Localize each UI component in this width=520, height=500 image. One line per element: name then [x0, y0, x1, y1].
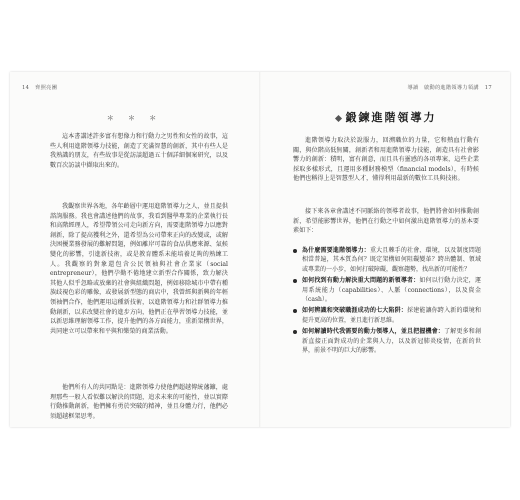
right-running-title: 導讀 啟動的進階領導力領講: [407, 85, 479, 91]
left-page: [10, 72, 259, 427]
book-spread: [10, 72, 510, 427]
left-running-title: 齊照亮團: [35, 85, 58, 91]
bullet-dot-icon: [293, 330, 297, 334]
left-page-number: 14: [22, 85, 30, 91]
left-paragraph-1: 這本書講述許多富有想像力和行動力之男性和女性的故事，這些人利用進階領導力技能，創造了充滿智慧的創新，其中有些人是我熟識的朋友，有些故事是從訪談超過五十個詳細個案研究，以及數百次訪談中擷取出來的。: [50, 133, 228, 169]
bullet-item: 為什麼需要進階領導力：重大且棘手的社會、環境，以及制度問題相當普遍，其本質為何？既定架構如何阻礙變革？跨出體制、領域或專業的一小步，如何打破障礙，觀察趨勢，找出新的可能性？: [293, 246, 481, 274]
right-running-head: [408, 84, 497, 91]
right-page-number: 17: [484, 85, 492, 91]
bullet-dot-icon: [293, 309, 297, 313]
bullet-dot-icon: [293, 279, 297, 283]
section-title: [291, 109, 481, 125]
diamond-icon: [334, 114, 341, 121]
section-ornament: ＊ ＊ ＊: [106, 114, 163, 122]
right-page: [261, 72, 510, 427]
bullet-item: 如何辨識和突破職涯成功的七大陷阱：採建能讓你跨入新的環境和提升更高的位置，並且進行新思維。: [293, 306, 481, 325]
bullet-list: [293, 246, 481, 357]
left-running-head: [22, 84, 61, 91]
left-paragraph-3: 他們所有人的共同點是：進階領導力使他們超越傳統藩籬，處理那些一般人看似難以解決的問題，追求未來的可能性，並以實際行動推動創新，他們擁有勇於突破的精神，並且身體力行，他們必須超越框架思考。: [50, 384, 228, 420]
section-title-text: 鍛鍊進階領導力: [345, 111, 437, 124]
right-paragraph-2: 接下來各章會講述不同脈絡的領導者故事，他們將會如何推動創新，希望能影響世界，他們在行動之中如何激出進階領導力的基本要素如下：: [293, 208, 479, 235]
bullet-item: 如何解讀時代我需要的動力領導人，並且把握機會：了解更多和創新直接正面對成功的企業與人力，以及新冠肺炎疫情，在新的世界，前景不明的巨大的影響。: [293, 327, 481, 355]
right-paragraph-1: 進階領導力取決於說服力，回溯職位的力量，它和熱血行動有關，與位階高低無關，創新者和用進階領導力技能，創造具有社會影響力的創新：積明，富有創意，而且具有靈感的各項專案，這些企業採取多樣形式，且運用多種財務模型（financial models），有時候他們也稱得上是智慧型人才，懂得利用最新的數位工具與技術。: [293, 137, 479, 183]
bullet-item: 如何找到有動力解決重大問題的新領導者：如何以行動力決定，運用系統能力（capabilities）、人脈（connections），以及資金（cash）。: [293, 276, 481, 304]
bullet-dot-icon: [293, 249, 297, 253]
left-paragraph-2: 我觀察世界各地，各年齡層中運用進階領導力之人，並且提供諮詢服務。我也會講述他們的故事，我看到醫學專業的企業執行長和高階經理人，希望帶領公司走向新方向，需要進階領導力以應對創新，除了提高獲利之外，還希望為公司帶來正向的改變或，或解決困擾業務發展的難解問題，例如離岸可靠的食品供應來源、氣候變化的影響，引進新技術，或是教育體系未能培養足夠的熟練工人。我觀察的對象還包含公民領袖與社會企業家（social entrepreneur），他們孕勤不倦地建立新型合作關係，致力解決其他人似乎忽略或放棄的社會與組織問題，例如移除城市中帶有種族歧視色彩的雕像，或發展新型態的商店中，我曾經與新興的年輕領袖們合作，他們運用這種新技術，以進階領導力和社群領導力推動創新，以求改變社會的進步方向，他們正在學習領導力技能，並以新思維理解領導工作，提升他們的各方面能力，重新架構世界，共同建立可以帶來和平與和樂榮的商業活動。: [50, 203, 228, 335]
